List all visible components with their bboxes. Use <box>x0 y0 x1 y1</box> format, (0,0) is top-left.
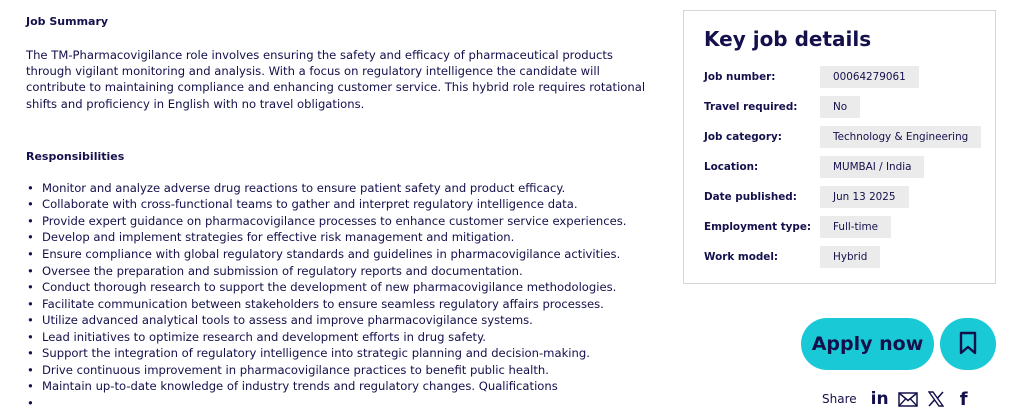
detail-label: Work model: <box>704 251 779 263</box>
detail-label: Travel required: <box>704 101 798 113</box>
detail-value: Full-time <box>820 216 891 238</box>
job-summary-heading: Job Summary <box>26 15 109 28</box>
bookmark-icon <box>959 331 977 358</box>
linkedin-icon[interactable]: in <box>870 389 889 409</box>
detail-row-date-published <box>704 186 984 208</box>
list-item: • Maintain up-to-date knowledge of industry trends and regulatory changes. Qualifications <box>26 378 666 395</box>
facebook-icon[interactable]: f <box>959 388 968 410</box>
list-item: • Facilitate communication between stakeholders to ensure seamless regulatory affairs processes. <box>26 296 666 313</box>
list-item: • Ensure compliance with global regulatory standards and guidelines in pharmacovigilance activities. <box>26 246 666 263</box>
job-description <box>26 13 666 411</box>
mail-icon[interactable] <box>894 389 922 409</box>
detail-label: Date published: <box>704 191 797 203</box>
detail-value: Jun 13 2025 <box>820 186 909 208</box>
list-item <box>26 395 666 412</box>
detail-label: Job number: <box>704 71 776 83</box>
list-item: • Develop and implement strategies for effective risk management and mitigation. <box>26 229 666 246</box>
card-title: Key job details <box>704 27 872 51</box>
key-job-details-card <box>683 10 996 284</box>
list-item: • Utilize advanced analytical tools to assess and improve pharmacovigilance systems. <box>26 312 666 329</box>
detail-row-job-category <box>704 126 984 148</box>
detail-value: Technology & Engineering <box>820 126 981 148</box>
detail-row-location <box>704 156 984 178</box>
detail-value: 00064279061 <box>820 66 919 88</box>
detail-label: Employment type: <box>704 221 812 233</box>
list-item: • Provide expert guidance on pharmacovigilance processes to enhance customer service experiences. <box>26 213 666 230</box>
list-item: • Collaborate with cross-functional teams to gather and interpret regulatory intelligence data. <box>26 196 666 213</box>
detail-row-travel-required <box>704 96 984 118</box>
detail-row-employment-type <box>704 216 984 238</box>
list-item: • Monitor and analyze adverse drug reactions to ensure patient safety and product efficacy. <box>26 180 666 197</box>
responsibilities-heading: Responsibilities <box>26 149 125 163</box>
list-item: • Support the integration of regulatory intelligence into strategic planning and decision-making. <box>26 345 666 362</box>
job-summary-text: The TM-Pharmacovigilance role involves ensuring the safety and efficacy of pharmaceutical products through vigilant monitoring and analysis. With a focus on regulatory intelligence the candidate will contribute to maintaining compliance and enhancing customer service. This hybrid role requires rotational shifts and proficiency in English with no travel obligations. <box>26 48 646 111</box>
list-item: • Drive continuous improvement in pharmacovigilance practices to benefit public health. <box>26 362 666 379</box>
save-job-button[interactable] <box>940 318 996 370</box>
detail-value: No <box>820 96 860 118</box>
detail-row-job-number <box>704 66 984 88</box>
apply-now-button[interactable]: Apply now <box>801 318 934 370</box>
x-icon[interactable] <box>922 389 950 409</box>
detail-label: Job category: <box>704 131 782 143</box>
detail-row-work-model <box>704 246 984 268</box>
share-bar <box>822 389 978 409</box>
detail-value: MUMBAI / India <box>820 156 924 178</box>
share-label: Share <box>822 392 857 406</box>
detail-label: Location: <box>704 161 759 173</box>
list-item: • Lead initiatives to optimize research and development efforts in drug safety. <box>26 329 666 346</box>
list-item: • Oversee the preparation and submission of regulatory reports and documentation. <box>26 263 666 280</box>
list-item: • Conduct thorough research to support the development of new pharmacovigilance methodologies. <box>26 279 666 296</box>
detail-value: Hybrid <box>820 246 880 268</box>
responsibilities-list <box>26 180 666 412</box>
